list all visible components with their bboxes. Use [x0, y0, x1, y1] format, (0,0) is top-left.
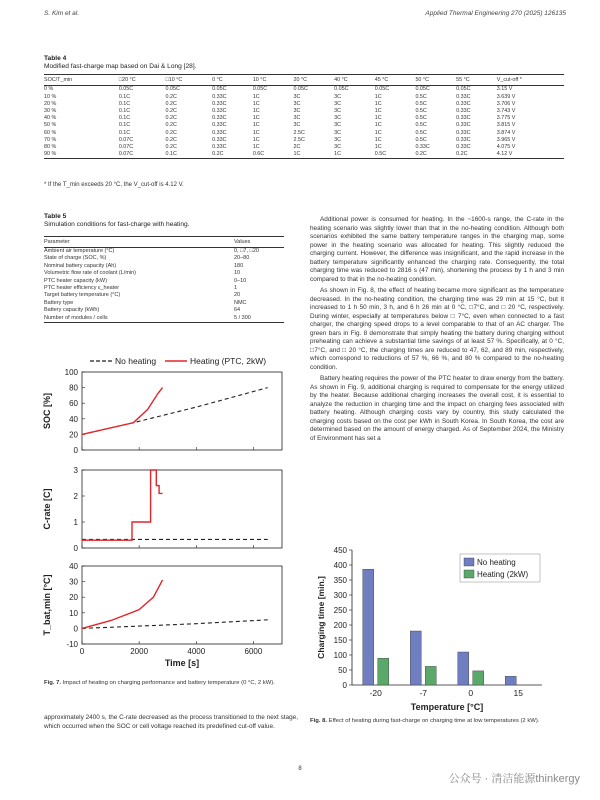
table4-cell: 0.5C — [415, 136, 427, 143]
table4-cell: 0.07C — [118, 143, 134, 150]
paragraph-3: Battery heating requires the power of the PTC heater to draw energy from the battery. As shown in Fig. 9, additional charging is required to compensate for the energy utilized by the heater. Because additional charging increases the overall cost, it is essential to analyze the reduction in charging time and the impact on charging fees associated with battery heating. Although charging costs vary by country, this study calculated the charging costs based on the cost per kWh in South Korea. In South Korea, the cost are determined based on the amount of energy charged. As of September 2024, the Ministry of Environment has set a — [310, 375, 564, 442]
table4-header-cell: V_cut-off * — [497, 75, 564, 86]
y-tick-label: 350 — [333, 576, 347, 585]
table4-cell: 3.815 V — [496, 122, 516, 129]
series-line-heating — [82, 388, 163, 435]
table5-row — [44, 285, 284, 292]
table5-label: Table 5 — [44, 213, 67, 220]
table4-cell: 0.33C — [456, 122, 471, 129]
table5-value: 64 — [234, 307, 241, 314]
y-tick-label: 3 — [73, 466, 78, 475]
table5-row — [44, 307, 284, 314]
table4-cell: 1C — [252, 136, 260, 143]
table5-body — [44, 248, 284, 323]
panel-frame — [82, 470, 282, 548]
y-tick-label: 150 — [333, 636, 347, 645]
table4-cell: 0.33C — [212, 143, 227, 150]
table4-cell: 2.5C — [293, 129, 305, 136]
y-tick-label: 30 — [69, 577, 78, 587]
table5-value: 5 / 300 — [234, 315, 284, 323]
y-tick-label: 80 — [69, 383, 78, 393]
x-tick-label: 0 — [468, 688, 474, 698]
table4-cell: 0.5C — [415, 100, 427, 107]
table4-cell: 0.33C — [456, 107, 471, 114]
table4-cell: 0.33C — [456, 143, 471, 150]
table4-cell: 10 % — [44, 93, 57, 100]
table4-cell: 3.874 V — [496, 129, 516, 136]
fig8-caption-label: Fig. 8. — [310, 718, 328, 724]
x-tick-label: -20 — [369, 688, 382, 698]
fig7-caption-label: Fig. 7. — [44, 680, 62, 686]
table4-cell: 0.05C — [456, 86, 471, 93]
table4-row — [44, 151, 564, 159]
bar-no-heating — [505, 676, 516, 685]
bar-no-heating — [363, 569, 374, 685]
y-tick-label: 450 — [333, 546, 347, 555]
fig8-chart — [312, 542, 564, 712]
table4-cell: 0.5C — [415, 115, 427, 122]
y-tick-label: 200 — [333, 621, 347, 630]
running-header-authors: S. Kim et al. — [44, 10, 80, 17]
table4-cell: 0.5C — [375, 151, 416, 159]
table4-cell: 3C — [293, 107, 301, 114]
table4-cell: 0.05C — [252, 86, 268, 93]
x-tick-label: 15 — [513, 688, 523, 698]
y-axis-label: Charging time [min.] — [316, 576, 326, 659]
table5-parameter: Ambient air temperature (°C) — [44, 248, 115, 254]
table4-cell: 1C — [374, 107, 382, 114]
table5-parameter: PTC heater efficiency ε_heater — [44, 285, 120, 292]
table4-cell: 0.2C — [456, 151, 497, 159]
table4-header-cell: 0 °C — [212, 75, 253, 86]
table5-parameter: Number of modules / cells — [44, 315, 234, 323]
table4-cell: 3C — [293, 93, 301, 100]
x-tick-label: -7 — [419, 688, 428, 698]
table4-cell: 1C — [252, 115, 260, 122]
table4-cell: 1C — [334, 151, 375, 159]
table5-parameter: Battery capacity (kWh) — [44, 307, 100, 314]
table5-row — [44, 248, 284, 256]
table4-cell: 1C — [293, 151, 334, 159]
y-tick-label: -10 — [66, 640, 78, 649]
table4-cell: 3.15 V — [496, 86, 513, 93]
table4-cell: 3.706 V — [496, 100, 516, 107]
y-tick-label: 0 — [73, 446, 78, 455]
table4-cell: 0.33C — [415, 143, 430, 150]
right-column-text — [310, 216, 564, 446]
table5-value: 10 — [234, 270, 241, 277]
table5-value: 1 — [234, 285, 238, 292]
table5-caption — [44, 213, 284, 229]
table4-cell: 3C — [334, 136, 342, 143]
legend-label: No heating — [477, 558, 516, 567]
table4-cell: 0 % — [44, 86, 54, 93]
table4-cell: 0.5C — [415, 93, 427, 100]
fig8-caption-text: Effect of heating during fast-charge on charging time at low temperatures (2 kW). — [328, 718, 540, 724]
table5-parameter: State of charge (SOC, %) — [44, 255, 107, 262]
table4-row — [44, 144, 564, 151]
table4-cell: 60 % — [44, 129, 57, 136]
fig7-caption — [44, 680, 298, 688]
table4-cell: 0.5C — [415, 122, 427, 129]
table4-cell: 80 % — [44, 143, 57, 150]
x-axis-label: Time [s] — [164, 658, 200, 668]
table4-cell: 3C — [293, 122, 301, 129]
table4-cell: 40 % — [44, 115, 57, 122]
table4-cell: 20 % — [44, 100, 57, 107]
paragraph-1: Additional power is consumed for heating. In the ~1600-s range, the C-rate in the heating scenario was slightly lower than that in the no-heating condition. Although both scenarios exhibited the same battery temperature ranges in the charging map, some power in the heating scenario was allocated for heating. This slightly reduced the charging current. However, the difference was insignificant, and the rapid increase in the battery temperature significantly enhanced the charging rate. Consequently, the total charging time was reduced to 2816 s (47 min), shortening the process by 1 h and 3 min compared to that in the no-heating condition. — [310, 216, 564, 283]
table5-title: Simulation conditions for fast-charge with heating. — [44, 221, 190, 228]
table4-cell: 0.05C — [334, 86, 349, 93]
watermark: 公众号 · 清洁能源thinkergy — [448, 773, 580, 785]
series-line-heating — [82, 470, 163, 540]
table4-header-cell: □20 °C — [119, 75, 166, 86]
table4-row — [44, 86, 564, 94]
table4-cell: 0.33C — [456, 115, 471, 122]
table4-footnote: * If the T_min exceeds 20 °C, the V_cut-off is 4.12 V. — [44, 182, 184, 188]
panel-frame — [82, 372, 282, 450]
x-tick-label: 6000 — [244, 647, 263, 656]
page-number: 8 — [298, 766, 302, 772]
fig7-panel-soc — [42, 368, 282, 455]
paragraph-2: As shown in Fig. 8, the effect of heating became more significant as the temperature decreased. In the no-heating condition, the charging time was 29 min at 15 °C, but it increased to 1 h 50 min, 3 h, and 6 h 26 min at 0 °C, □7°C, and □ 20 °C, respectively. During winter, especially at temperatures below □ 7°C, even when connected to a fast charger, the charging speed drops to a level comparable to that of an AC charger. The green bars in Fig. 8 demonstrate that simply heating the battery during charging without preheating can achieve a substantial time savings of at least 57 %. Specifically, at 0 °C, □7°C, and □ 20 °C, the charging times are reduced to 47, 62, and 89 min, respectively, which correspond to reductions of 57 %, 66 %, and 80 % compared to the no-heating condition. — [310, 287, 564, 371]
table4-cell: 1C — [374, 100, 382, 107]
table4-title: Modified fast-charge map based on Dai & Long [28]. — [44, 63, 197, 70]
table4-cell: 0.05C — [165, 86, 180, 93]
table4-cell: 0.5C — [415, 129, 427, 136]
legend-swatch — [464, 570, 474, 578]
table4-cell: 0.05C — [118, 86, 134, 93]
table4-cell: 0.05C — [374, 86, 390, 93]
table5-row — [44, 292, 284, 299]
table4-cell: 0.2C — [165, 143, 177, 150]
y-tick-label: 2 — [73, 492, 78, 501]
table4-cell: 0.33C — [212, 93, 227, 100]
table4-cell: 4.12 V — [497, 151, 564, 159]
y-tick-label: 20 — [69, 593, 78, 603]
legend-label-heating: Heating (PTC, 2kW) — [190, 356, 267, 366]
table5-row — [44, 255, 284, 262]
table4-cell: 0.33C — [456, 100, 471, 107]
table4-cell: 0.2C — [165, 115, 177, 122]
table4-cell: 3.775 V — [496, 115, 516, 122]
table4-cell: 2C — [293, 143, 301, 150]
table5-value: NMC — [234, 299, 247, 306]
table5-value: 20–80 — [234, 255, 250, 262]
table4-row — [44, 115, 564, 122]
y-tick-label: 300 — [333, 591, 347, 600]
table4-cell: 30 % — [44, 107, 57, 114]
x-tick-label: 4000 — [187, 647, 206, 656]
bar-no-heating — [458, 652, 469, 685]
y-tick-label: 1 — [73, 518, 78, 527]
table4-header-cell: 55 °C — [456, 75, 497, 86]
table5-header-row — [44, 237, 284, 248]
table4-cell: 3C — [334, 122, 342, 129]
table4-cell: 0.1C — [165, 151, 212, 159]
y-axis-label: C-rate [C] — [42, 488, 52, 530]
table5-row — [44, 315, 284, 323]
table4-cell: 4.075 V — [496, 143, 516, 150]
table4-cell: 0.5C — [415, 107, 427, 114]
table4-cell: 0.2C — [165, 100, 177, 107]
fig7-chart — [20, 352, 300, 672]
y-axis-label: SOC [%] — [42, 393, 52, 429]
table4-header-cell: 40 °C — [334, 75, 375, 86]
table4 — [44, 74, 564, 159]
table4-cell: 1C — [374, 122, 382, 129]
fig8-caption — [310, 718, 564, 726]
table4-cell: 0.33C — [456, 129, 471, 136]
legend-label-no-heating: No heating — [115, 356, 157, 366]
table5-row — [44, 263, 284, 270]
table4-cell: 0.2C — [165, 122, 177, 129]
table4-cell: 3C — [334, 143, 342, 150]
table4-cell: 0.33C — [212, 129, 227, 136]
table4-cell: 3C — [334, 93, 342, 100]
table4-cell: 3.965 V — [496, 136, 516, 143]
table5-parameter: Volumetric flow rate of coolant (L/min) — [44, 270, 137, 277]
table5-row — [44, 300, 284, 307]
table4-cell: 0.1C — [118, 107, 131, 114]
table5-header-cell: Parameter — [44, 237, 234, 248]
x-tick-label: 2000 — [130, 647, 149, 656]
bar-heating — [473, 671, 484, 685]
table4-cell: 0.2C — [165, 129, 177, 136]
table4-cell: 0.33C — [212, 115, 227, 122]
table4-cell: 0.07C — [119, 151, 166, 159]
y-tick-label: 0 — [342, 681, 347, 690]
bar-heating — [425, 666, 436, 685]
table4-cell: 0.05C — [212, 86, 227, 93]
legend-label: Heating (2kW) — [477, 570, 529, 579]
table4-row — [44, 136, 564, 143]
y-tick-label: 60 — [69, 399, 78, 409]
x-axis-label: Temperature [°C] — [410, 702, 484, 712]
table4-cell: 2.5C — [293, 136, 305, 143]
table4-cell: 3C — [334, 129, 342, 136]
fig7-panel-crate — [42, 466, 282, 553]
table4-cell: 1C — [252, 122, 260, 129]
table5 — [44, 236, 284, 323]
table4-header-row — [44, 75, 564, 86]
table4-cell: 1C — [374, 136, 382, 143]
table4-cell: 3C — [334, 100, 342, 107]
table4-header-cell: 10 °C — [253, 75, 294, 86]
y-tick-label: 40 — [69, 414, 78, 424]
table4-cell: 0.2C — [165, 136, 177, 143]
table4-caption — [44, 55, 564, 71]
table4-cell: 1C — [252, 143, 260, 150]
table4-cell: 0.1C — [118, 115, 131, 122]
table4-cell: 0.07C — [118, 136, 134, 143]
table4-cell: 3.639 V — [496, 93, 516, 100]
table4-cell: 1C — [374, 143, 382, 150]
fig7-panel-tbat — [42, 562, 282, 656]
legend-swatch — [464, 558, 474, 566]
table4-cell: 0.1C — [118, 129, 131, 136]
table4-header-cell: 45 °C — [375, 75, 416, 86]
fig8-legend — [460, 554, 540, 582]
table4-row — [44, 129, 564, 136]
table4-cell: 0.33C — [456, 136, 471, 143]
fig7-caption-text: Impact of heating on charging performance and battery temperature (0 °C, 2 kW). — [62, 680, 275, 686]
y-tick-label: 0 — [73, 624, 78, 634]
table4-cell: 1C — [374, 115, 382, 122]
y-axis-label: T_bat,min [°C] — [42, 574, 52, 636]
table4-cell: 1C — [252, 107, 260, 114]
table4-cell: 1C — [252, 100, 260, 107]
left-column-bottom-text: approximately 2400 s, the C-rate decreased as the process transitioned to the next stage, which occurred when the SOC or cell voltage reached its predefined cut-off value. — [44, 714, 298, 730]
table4-cell: 0.1C — [118, 122, 131, 129]
table5-value: 0–10 — [234, 277, 247, 284]
panel-frame — [82, 566, 282, 644]
y-tick-label: 400 — [333, 561, 347, 570]
table4-row — [44, 93, 564, 100]
table5-value: 20 — [234, 292, 241, 299]
table5-parameter: Nominal battery capacity (Ah) — [44, 262, 117, 269]
table5-value: 180 — [234, 262, 244, 269]
y-tick-label: 0 — [73, 544, 78, 553]
table4-cell: 90 % — [44, 151, 119, 159]
y-tick-label: 250 — [333, 606, 347, 615]
table4-cell: 0.1C — [118, 100, 131, 107]
table4-cell: 50 % — [44, 122, 57, 129]
y-tick-label: 100 — [64, 368, 78, 377]
bar-no-heating — [410, 631, 421, 685]
table4-cell: 0.33C — [212, 122, 227, 129]
table4-row — [44, 100, 564, 107]
table4-label: Table 4 — [44, 55, 67, 62]
table4-cell: 0.05C — [415, 86, 430, 93]
table4-cell: 3C — [334, 107, 342, 114]
table4-cell: 1C — [252, 129, 260, 136]
table4-cell: 0.33C — [212, 136, 227, 143]
bar-heating — [378, 658, 389, 685]
table5-row — [44, 270, 284, 277]
table4-cell: 0.2C — [212, 151, 253, 159]
table5-header-cell: Values — [234, 237, 284, 248]
table4-cell: 3.743 V — [496, 107, 516, 114]
table4-cell: 1C — [252, 93, 260, 100]
series-line-heating — [82, 580, 163, 628]
table4-cell: 0.33C — [212, 107, 227, 114]
table4-body — [44, 86, 564, 159]
table4-cell: 0.1C — [118, 93, 131, 100]
table4-cell: 3C — [293, 100, 301, 107]
table5-parameter: PTC heater capacity (kW) — [44, 277, 107, 284]
y-tick-label: 10 — [69, 608, 78, 618]
table4-row — [44, 108, 564, 115]
table4-header-cell: 20 °C — [293, 75, 334, 86]
table4-row — [44, 122, 564, 129]
x-tick-label: 0 — [79, 647, 85, 656]
table4-cell: 3C — [334, 115, 342, 122]
table4-cell: 1C — [374, 129, 382, 136]
running-header-journal: Applied Thermal Engineering 270 (2025) 126135 — [425, 10, 566, 17]
table4-cell: 3C — [293, 115, 301, 122]
table5-parameter: Battery type — [44, 299, 74, 306]
table4-cell: 0.05C — [293, 86, 308, 93]
table4-cell: 0.2C — [415, 151, 456, 159]
table4-cell: 0.2C — [165, 93, 177, 100]
y-tick-label: 20 — [69, 430, 78, 440]
table4-header-cell: SOC/T_min — [44, 75, 119, 86]
table5-parameter: Target battery temperature (°C) — [44, 292, 121, 299]
table4-header-cell: □10 °C — [165, 75, 212, 86]
y-tick-label: 100 — [333, 651, 347, 660]
y-tick-label: 40 — [69, 562, 78, 571]
y-tick-label: 50 — [338, 666, 347, 675]
table4-header-cell: 50 °C — [415, 75, 456, 86]
table4-cell: 0.33C — [456, 93, 471, 100]
fig7-legend — [90, 356, 266, 366]
table4-cell: 70 % — [44, 136, 57, 143]
table4-cell: 0.6C — [253, 151, 294, 159]
table4-cell: 0.2C — [165, 107, 177, 114]
table5-value: 0, □7, □20 — [234, 248, 259, 254]
table4-cell: 0.33C — [212, 100, 227, 107]
table4-cell: 1C — [374, 93, 382, 100]
table5-row — [44, 278, 284, 285]
